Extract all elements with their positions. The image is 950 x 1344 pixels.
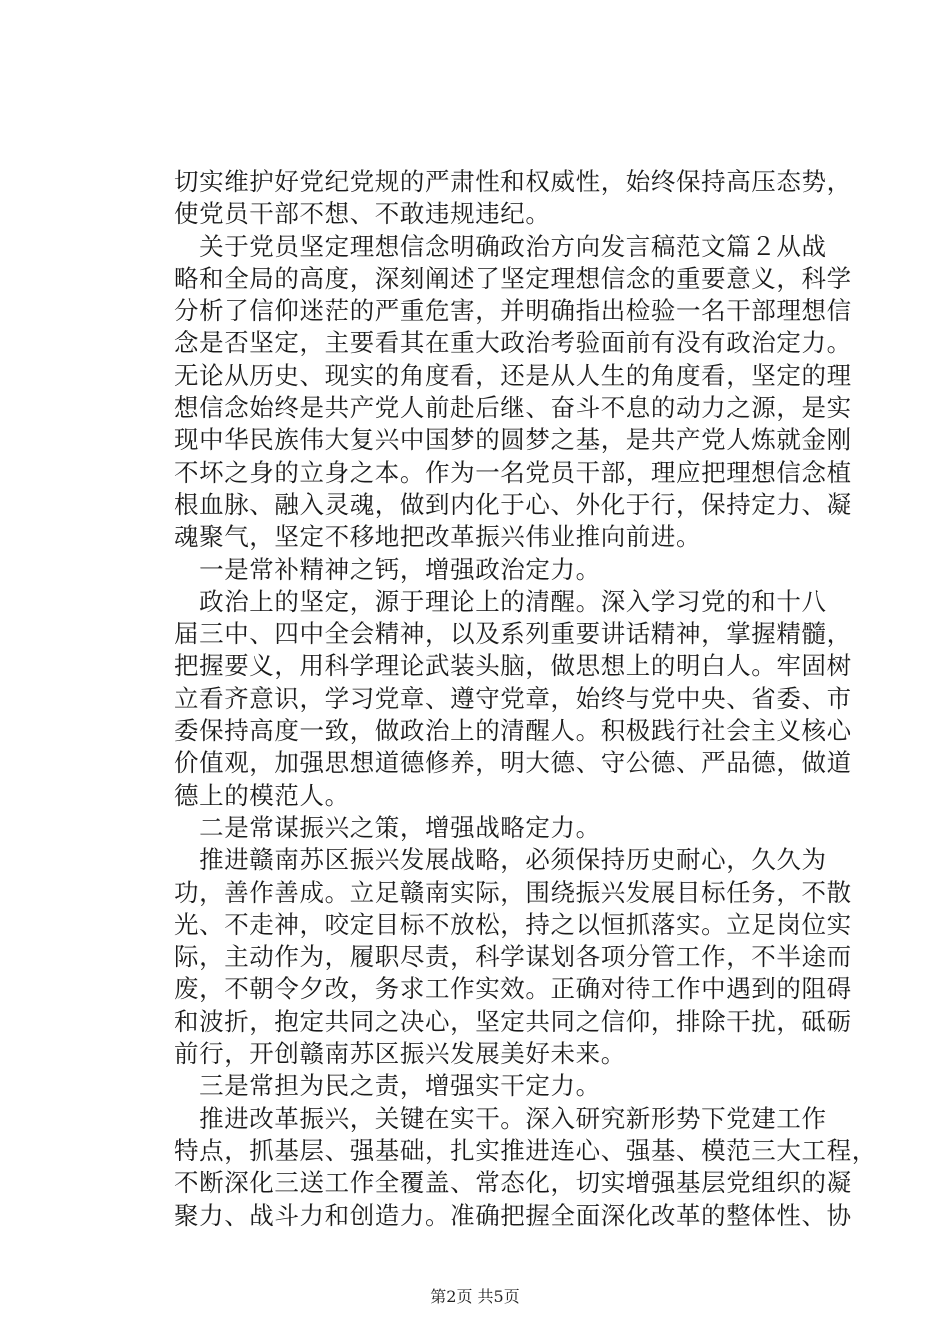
- text-line: 德上的模范人。: [174, 780, 350, 810]
- paragraph: [174, 554, 854, 586]
- text-line: 际，主动作为，履职尽责，科学谋划各项分管工作，不半途而: [174, 942, 852, 972]
- paragraph: [174, 1070, 854, 1102]
- document-body: [174, 166, 877, 1232]
- text-line: 略和全局的高度，深刻阐述了坚定理想信念的重要意义，科学: [174, 263, 852, 293]
- paragraph: [174, 166, 854, 231]
- text-line: 把握要义，用科学理论武装头脑，做思想上的明白人。牢固树: [174, 651, 852, 681]
- text-line: 不坏之身的立身之本。作为一名党员干部，理应把理想信念植: [174, 457, 852, 487]
- text-line: 三是常担为民之责，增强实干定力。: [174, 1071, 601, 1101]
- text-line: 推进改革振兴，关键在实干。深入研究新形势下党建工作: [174, 1103, 827, 1133]
- paragraph: [174, 586, 854, 812]
- text-line: 使党员干部不想、不敢违规违纪。: [174, 199, 551, 229]
- paragraph: [174, 231, 854, 554]
- text-line: 念是否坚定，主要看其在重大政治考验面前有没有政治定力。: [174, 328, 852, 358]
- paragraph: [174, 1103, 877, 1232]
- text-line: 切实维护好党纪党规的严肃性和权威性，始终保持高压态势，: [174, 167, 852, 196]
- text-line: 聚力、战斗力和创造力。准确把握全面深化改革的整体性、协: [174, 1200, 852, 1230]
- text-line: 二是常谋振兴之策，增强战略定力。: [174, 812, 601, 842]
- text-line: 魂聚气，坚定不移地把改革振兴伟业推向前进。: [174, 522, 702, 552]
- paragraph: [174, 844, 854, 1070]
- page-footer: 第2页 共5页: [430, 1287, 520, 1306]
- text-line: 立看齐意识，学习党章、遵守党章，始终与党中央、省委、市: [174, 683, 852, 713]
- paragraph: [174, 812, 854, 844]
- text-line: 政治上的坚定，源于理论上的清醒。深入学习党的和十八: [174, 586, 827, 616]
- text-line: 届三中、四中全会精神，以及系列重要讲话精神，掌握精髓，: [174, 619, 852, 649]
- text-line: 推进赣南苏区振兴发展战略，必须保持历史耐心，久久为: [174, 845, 827, 875]
- text-line: 价值观，加强思想道德修养，明大德、守公德、严品德，做道: [174, 748, 852, 778]
- text-line: 和波折，抱定共同之决心，坚定共同之信仰，排除干扰，砥砺: [174, 1006, 852, 1036]
- text-line: 关于党员坚定理想信念明确政治方向发言稿范文篇２从战: [174, 231, 827, 261]
- text-line: 委保持高度一致，做政治上的清醒人。积极践行社会主义核心: [174, 716, 852, 746]
- text-line: 无论从历史、现实的角度看，还是从人生的角度看，坚定的理: [174, 360, 852, 390]
- text-line: 根血脉、融入灵魂，做到内化于心、外化于行，保持定力、凝: [174, 489, 852, 519]
- text-line: 分析了信仰迷茫的严重危害，并明确指出检验一名干部理想信: [174, 296, 852, 326]
- text-line: 光、不走神，咬定目标不放松，持之以恒抓落实。立足岗位实: [174, 909, 852, 939]
- text-line: 不断深化三送工作全覆盖、常态化，切实增强基层党组织的凝: [174, 1168, 852, 1198]
- text-line: 特点，抓基层、强基础，扎实推进连心、强基、模范三大工程，: [174, 1135, 877, 1165]
- text-line: 废，不朝令夕改，务求工作实效。正确对待工作中遇到的阻碍: [174, 974, 852, 1004]
- text-line: 想信念始终是共产党人前赴后继、奋斗不息的动力之源，是实: [174, 393, 852, 423]
- text-line: 功，善作善成。立足赣南实际，围绕振兴发展目标任务，不散: [174, 877, 852, 907]
- text-line: 一是常补精神之钙，增强政治定力。: [174, 554, 601, 584]
- text-line: 现中华民族伟大复兴中国梦的圆梦之基，是共产党人炼就金刚: [174, 425, 852, 455]
- text-line: 前行，开创赣南苏区振兴发展美好未来。: [174, 1039, 626, 1069]
